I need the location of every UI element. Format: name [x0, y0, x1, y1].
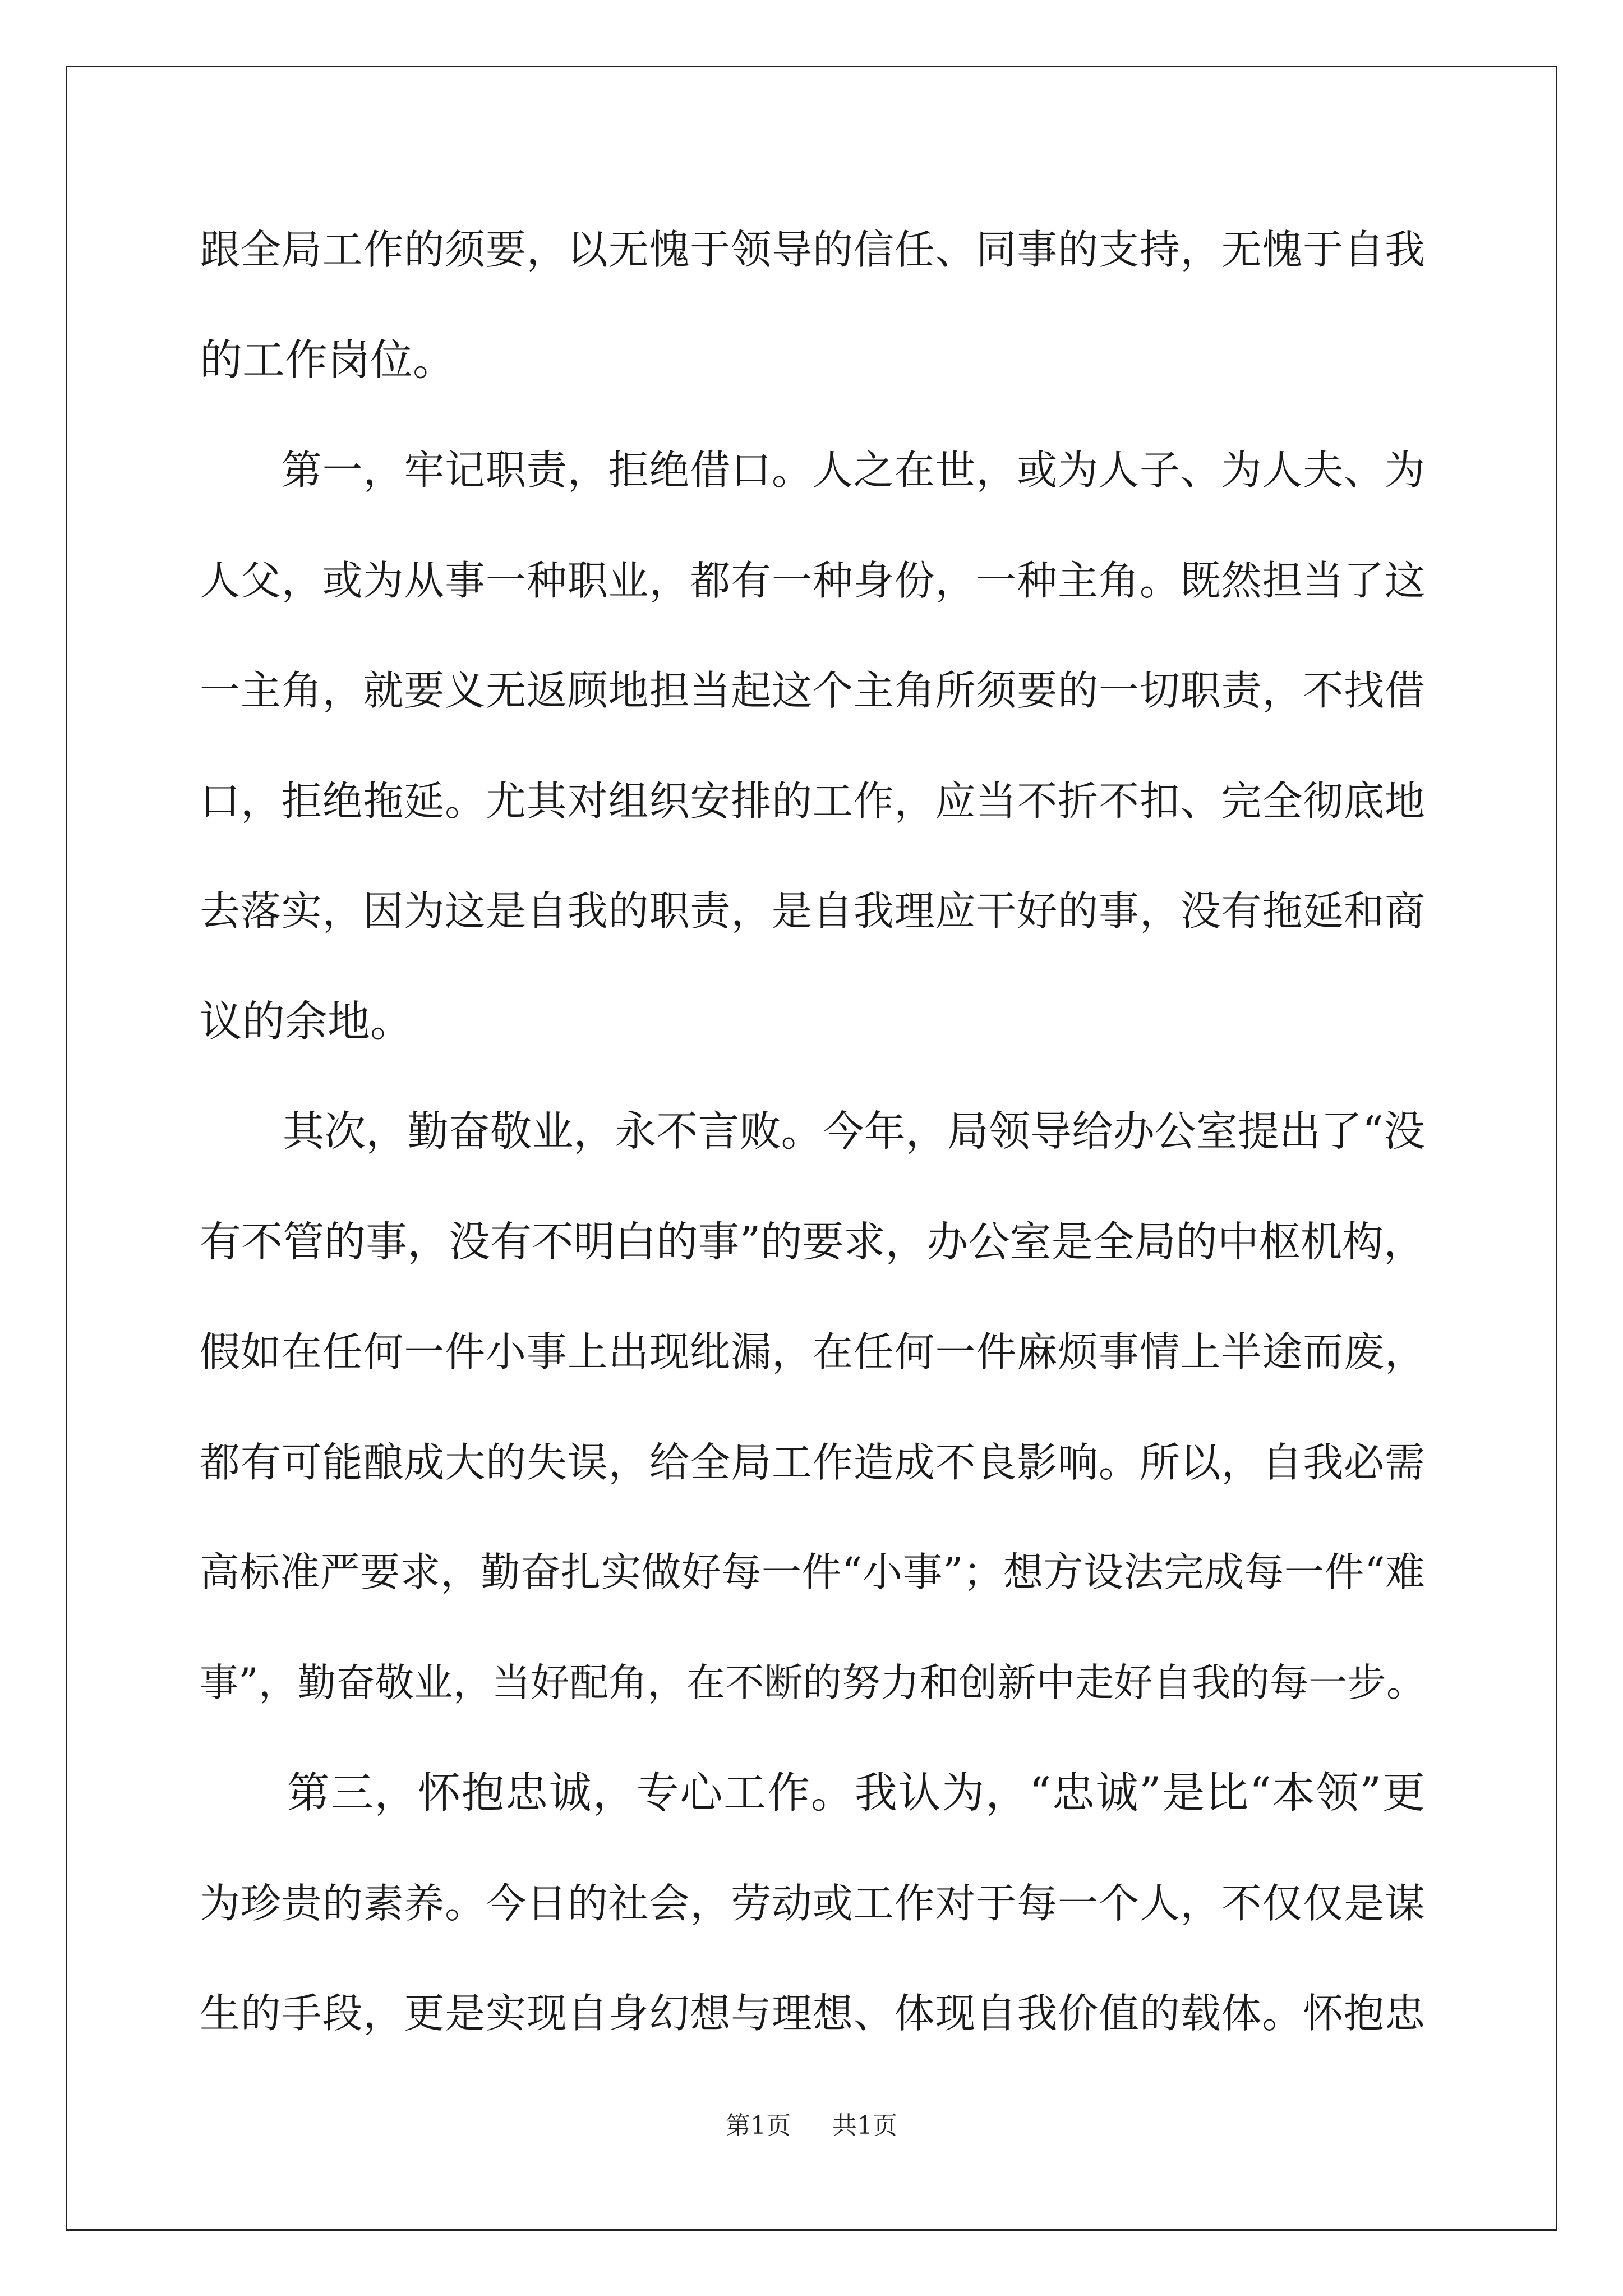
text-line: 假如在任何一件小事上出现纰漏，在任何一件麻烦事情上半途而废， — [200, 1328, 1425, 1375]
text-line: 口，拒绝拖延。尤其对组织安排的工作，应当不折不扣、完全彻底地 — [200, 777, 1425, 825]
text-line: 第三，怀抱忠诚，专心工作。我认为，“忠诚”是比“本领”更 — [200, 1768, 1425, 1818]
text-line: 人父，或为从事一种职业，都有一种身份，一种主角。既然担当了这 — [200, 556, 1425, 604]
text-line: 一主角，就要义无返顾地担当起这个主角所须要的一切职责，不找借 — [200, 667, 1425, 714]
page-footer — [0, 2109, 1623, 2143]
text-line: 议的余地。 — [200, 996, 413, 1046]
text-line: 其次，勤奋敬业，永不言败。今年，局领导给办公室提出了“没 — [200, 1107, 1425, 1156]
text-line: 生的手段，更是实现自身幻想与理想、体现自我价值的载体。怀抱忠 — [200, 1990, 1425, 2037]
text-line: 事”，勤奋敬业，当好配角，在不断的努力和创新中走好自我的每一步。 — [200, 1660, 1425, 1705]
text-line: 去落实，因为这是自我的职责，是自我理应干好的事，没有拖延和商 — [200, 887, 1425, 935]
text-line: 跟全局工作的须要，以无愧于领导的信任、同事的支持，无愧于自我 — [200, 226, 1425, 273]
text-line: 有不管的事，没有不明白的事”的要求，办公室是全局的中枢机构， — [200, 1217, 1425, 1266]
text-line: 为珍贵的素养。今日的社会，劳动或工作对于每一个人，不仅仅是谋 — [200, 1879, 1425, 1927]
text-line: 第一，牢记职责，拒绝借口。人之在世，或为人子、为人夫、为 — [200, 447, 1425, 494]
text-line: 高标准严要求，勤奋扎实做好每一件“小事”；想方设法完成每一件“难 — [200, 1549, 1425, 1595]
page-total: 共1页 — [832, 2111, 897, 2140]
text-line: 的工作岗位。 — [200, 334, 455, 385]
document-body — [200, 202, 1425, 2076]
page-number: 第1页 — [726, 2111, 791, 2140]
text-line: 都有可能酿成大的失误，给全局工作造成不良影响。所以，自我必需 — [200, 1438, 1425, 1486]
